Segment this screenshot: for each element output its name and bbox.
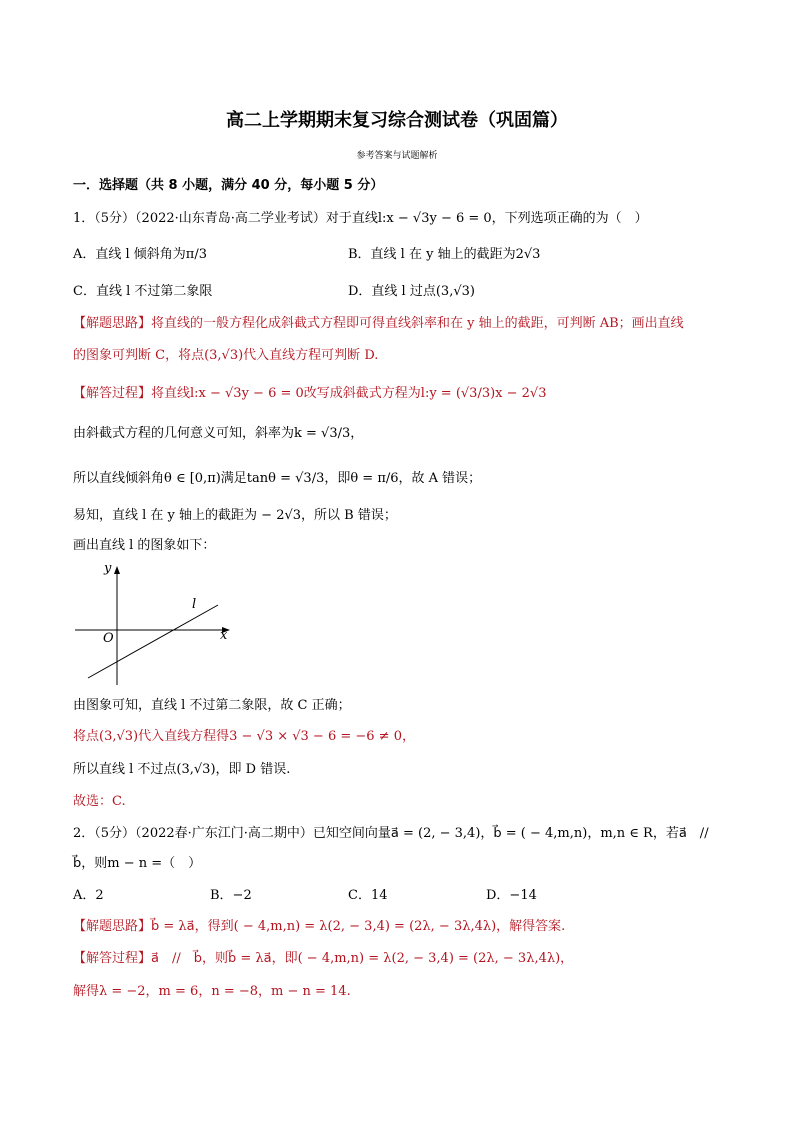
- q1-process-line7: 将点(3,√3)代入直线方程得3 − √3 × √3 − 6 = −6 ≠ 0，: [73, 729, 415, 744]
- q2-idea: 【解题思路】b⃗ = λa⃗，得到( − 4,m,n) = λ(2, − 3,4) = (2λ, − 3λ,4λ)，解得答案.: [73, 919, 566, 934]
- q2-option-a: A．2: [73, 888, 104, 903]
- q2-stem-line2: b⃗，则m − n =（ ）: [73, 856, 202, 871]
- section-heading: 一．选择题（共 8 小题，满分 40 分，每小题 5 分）: [73, 178, 384, 193]
- q1-process-line2: 由斜截式方程的几何意义可知，斜率为k = √3/3，: [73, 426, 364, 441]
- q2-option-d: D．−14: [486, 888, 537, 903]
- q2-option-b: B．−2: [210, 888, 252, 903]
- q1-process-line1: 【解答过程】将直线l:x − √3y − 6 = 0改写成斜截式方程为l:y = (√3/3)x − 2√3: [73, 386, 547, 401]
- q1-option-a: A．直线 l 倾斜角为π/3: [73, 247, 208, 262]
- q1-option-c: C．直线 l 不过第二象限: [73, 284, 213, 299]
- y-axis-label: y: [104, 561, 112, 576]
- line-graph: [70, 560, 240, 685]
- page-title: 高二上学期期末复习综合测试卷（巩固篇）: [226, 110, 568, 131]
- line-label: l: [192, 597, 197, 612]
- q1-option-b: B．直线 l 在 y 轴上的截距为2√3: [348, 247, 541, 262]
- x-axis-label: x: [220, 628, 228, 643]
- origin-label: O: [103, 631, 114, 646]
- q1-process-line6: 由图象可知，直线 l 不过第二象限，故 C 正确；: [73, 698, 351, 713]
- q1-answer: 故选：C.: [73, 794, 126, 809]
- q2-process-line1: 【解答过程】a⃗ // b⃗，则b⃗ = λa⃗，即( − 4,m,n) = λ(2, − 3,4) = (2λ, − 3λ,4λ)，: [73, 951, 574, 966]
- y-axis-arrow: [114, 566, 120, 574]
- q1-process-line5: 画出直线 l 的图象如下：: [73, 538, 216, 553]
- q1-idea-line2: 的图象可判断 C，将点(3,√3)代入直线方程可判断 D.: [73, 348, 379, 363]
- q1-process-line4: 易知，直线 l 在 y 轴上的截距为 − 2√3，所以 B 错误；: [73, 508, 397, 523]
- q2-option-c: C．14: [348, 888, 388, 903]
- q1-process-line3: 所以直线倾斜角θ ∈ [0,π)满足tanθ = √3/3，即θ = π/6，故 A 错误；: [73, 471, 482, 486]
- q1-stem: 1．（5分）（2022·山东青岛·高二学业考试）对于直线l:x − √3y − 6 = 0，下列选项正确的为（ ）: [73, 211, 648, 226]
- page-subtitle: 参考答案与试题解析: [356, 151, 438, 161]
- q2-process-line2: 解得λ = −2，m = 6，n = −8，m − n = 14.: [73, 984, 351, 999]
- q1-option-d: D．直线 l 过点(3,√3): [348, 284, 475, 299]
- q2-stem-line1: 2．（5分）（2022春·广东江门·高二期中）已知空间向量a⃗ = (2, − 3,4)，b⃗ = ( − 4,m,n)，m,n ∈ R，若a⃗ //: [73, 826, 709, 841]
- q1-process-line8: 所以直线 l 不过点(3,√3)，即 D 错误.: [73, 762, 291, 777]
- q1-idea-line1: 【解题思路】将直线的一般方程化成斜截式方程即可得直线斜率和在 y 轴上的截距，可判断 AB；画出直线: [73, 316, 684, 331]
